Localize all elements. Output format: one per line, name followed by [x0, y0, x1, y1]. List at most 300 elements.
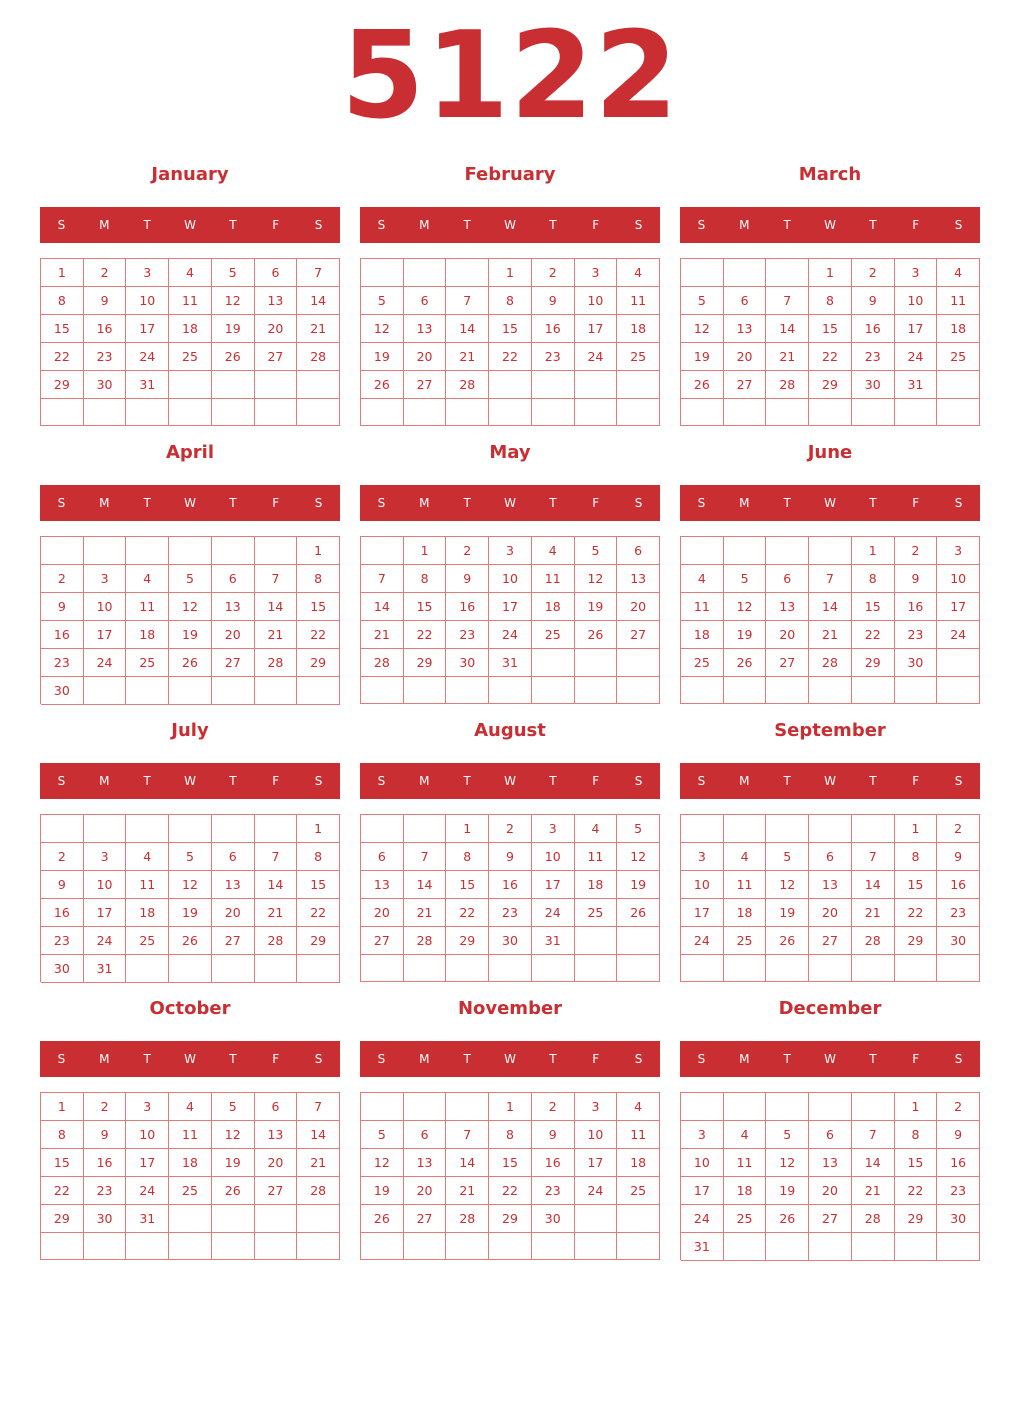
empty-day-cell	[532, 649, 575, 677]
empty-day-cell	[84, 677, 127, 705]
empty-day-cell	[297, 677, 340, 705]
day-cell: 23	[41, 927, 84, 955]
day-cell: 15	[404, 593, 447, 621]
day-cell: 24	[681, 1205, 724, 1233]
day-cell: 18	[532, 593, 575, 621]
day-cell: 6	[404, 287, 447, 315]
day-cell: 21	[852, 1177, 895, 1205]
day-cell: 7	[766, 287, 809, 315]
day-cell: 30	[41, 677, 84, 705]
day-cell: 17	[895, 315, 938, 343]
day-cell: 23	[532, 1177, 575, 1205]
day-cell: 13	[766, 593, 809, 621]
day-cell: 14	[852, 871, 895, 899]
empty-day-cell	[852, 1233, 895, 1261]
day-cell: 21	[297, 315, 340, 343]
empty-day-cell	[212, 371, 255, 399]
weekday-label: T	[143, 774, 151, 788]
day-cell: 28	[297, 1177, 340, 1205]
day-cell: 8	[41, 1121, 84, 1149]
day-cell: 22	[41, 343, 84, 371]
weekday-label: S	[377, 774, 386, 788]
day-cell: 7	[297, 1093, 340, 1121]
day-cell: 15	[809, 315, 852, 343]
weekday-label: F	[592, 774, 600, 788]
weekday-label: S	[314, 218, 323, 232]
day-cell: 28	[766, 371, 809, 399]
empty-day-cell	[681, 1093, 724, 1121]
empty-day-cell	[617, 399, 660, 426]
day-cell: 27	[255, 1177, 298, 1205]
empty-day-cell	[297, 399, 340, 426]
weekday-label: F	[592, 218, 600, 232]
day-cell: 9	[84, 1121, 127, 1149]
empty-day-cell	[255, 399, 298, 426]
day-cell: 9	[84, 287, 127, 315]
weekday-label: M	[739, 496, 750, 510]
day-cell: 13	[255, 1121, 298, 1149]
day-cell: 9	[446, 565, 489, 593]
day-cell: 28	[255, 649, 298, 677]
day-cell: 14	[297, 287, 340, 315]
day-cell: 25	[169, 343, 212, 371]
day-cell: 15	[852, 593, 895, 621]
day-cell: 18	[724, 1177, 767, 1205]
empty-day-cell	[84, 537, 127, 565]
day-cell: 27	[724, 371, 767, 399]
day-cell: 27	[212, 649, 255, 677]
day-cell: 29	[404, 649, 447, 677]
day-cell: 22	[446, 899, 489, 927]
weekday-label: T	[869, 496, 877, 510]
day-cell: 8	[297, 843, 340, 871]
empty-day-cell	[532, 677, 575, 704]
day-cell: 23	[41, 649, 84, 677]
day-cell: 24	[895, 343, 938, 371]
day-cell: 24	[575, 1177, 618, 1205]
day-cell: 27	[766, 649, 809, 677]
day-cell: 27	[404, 1205, 447, 1233]
day-cell: 3	[895, 259, 938, 287]
day-cell: 29	[895, 1205, 938, 1233]
empty-day-cell	[532, 955, 575, 982]
day-cell: 17	[489, 593, 532, 621]
day-cell: 17	[937, 593, 980, 621]
day-cell: 18	[617, 315, 660, 343]
month-name: April	[165, 442, 215, 463]
empty-day-cell	[895, 677, 938, 704]
day-cell: 21	[446, 1177, 489, 1205]
day-cell: 10	[681, 1149, 724, 1177]
day-cell: 13	[212, 871, 255, 899]
day-cell: 23	[84, 343, 127, 371]
empty-day-cell	[404, 677, 447, 704]
day-cell: 8	[809, 287, 852, 315]
day-cell: 31	[895, 371, 938, 399]
day-grid	[360, 1092, 660, 1260]
day-cell: 13	[255, 287, 298, 315]
empty-day-cell	[255, 815, 298, 843]
weekday-header	[680, 207, 980, 243]
day-cell: 20	[617, 593, 660, 621]
day-cell: 9	[532, 287, 575, 315]
empty-day-cell	[852, 955, 895, 982]
day-cell: 3	[84, 565, 127, 593]
day-cell: 22	[489, 343, 532, 371]
day-cell: 1	[41, 1093, 84, 1121]
day-cell: 11	[681, 593, 724, 621]
day-cell: 3	[575, 259, 618, 287]
weekday-header	[360, 1041, 660, 1077]
empty-day-cell	[404, 1093, 447, 1121]
day-cell: 5	[766, 843, 809, 871]
empty-day-cell	[766, 1233, 809, 1261]
day-cell: 8	[489, 287, 532, 315]
weekday-label: M	[419, 496, 430, 510]
day-cell: 7	[255, 565, 298, 593]
day-grid	[40, 1092, 340, 1260]
weekday-header	[40, 1041, 340, 1077]
day-cell: 22	[41, 1177, 84, 1205]
weekday-header	[360, 485, 660, 521]
day-cell: 25	[724, 1205, 767, 1233]
day-cell: 2	[84, 259, 127, 287]
day-cell: 22	[852, 621, 895, 649]
weekday-label: T	[463, 218, 471, 232]
empty-day-cell	[575, 649, 618, 677]
month-name: August	[474, 720, 546, 741]
empty-day-cell	[809, 1093, 852, 1121]
day-cell: 18	[617, 1149, 660, 1177]
day-cell: 8	[895, 1121, 938, 1149]
day-cell: 20	[809, 1177, 852, 1205]
day-cell: 22	[404, 621, 447, 649]
weekday-label: T	[229, 1052, 237, 1066]
empty-day-cell	[937, 649, 980, 677]
day-cell: 10	[126, 1121, 169, 1149]
empty-day-cell	[809, 815, 852, 843]
day-cell: 5	[212, 259, 255, 287]
weekday-label: W	[824, 496, 836, 510]
day-cell: 12	[169, 593, 212, 621]
day-cell: 30	[937, 927, 980, 955]
day-cell: 7	[297, 259, 340, 287]
empty-day-cell	[489, 371, 532, 399]
day-cell: 16	[852, 315, 895, 343]
weekday-label: T	[869, 774, 877, 788]
day-cell: 15	[446, 871, 489, 899]
weekday-label: S	[634, 774, 643, 788]
day-cell: 14	[446, 1149, 489, 1177]
day-cell: 26	[724, 649, 767, 677]
day-cell: 30	[41, 955, 84, 983]
day-cell: 21	[852, 899, 895, 927]
day-cell: 16	[937, 1149, 980, 1177]
day-cell: 19	[169, 899, 212, 927]
weekday-label: T	[463, 496, 471, 510]
weekday-label: M	[99, 218, 110, 232]
day-cell: 31	[532, 927, 575, 955]
day-cell: 12	[361, 1149, 404, 1177]
empty-day-cell	[126, 955, 169, 983]
empty-day-cell	[41, 815, 84, 843]
day-cell: 6	[212, 565, 255, 593]
weekday-label: S	[314, 774, 323, 788]
empty-day-cell	[169, 399, 212, 426]
empty-day-cell	[937, 677, 980, 704]
weekday-label: T	[783, 774, 791, 788]
day-cell: 11	[169, 287, 212, 315]
day-cell: 28	[404, 927, 447, 955]
empty-day-cell	[297, 955, 340, 983]
empty-day-cell	[724, 1233, 767, 1261]
empty-day-cell	[575, 677, 618, 704]
day-cell: 15	[489, 1149, 532, 1177]
day-cell: 1	[41, 259, 84, 287]
day-cell: 13	[724, 315, 767, 343]
empty-day-cell	[297, 1233, 340, 1260]
empty-day-cell	[895, 1233, 938, 1261]
weekday-label: S	[634, 1052, 643, 1066]
empty-day-cell	[809, 537, 852, 565]
day-cell: 17	[575, 315, 618, 343]
weekday-header	[40, 485, 340, 521]
day-cell: 14	[255, 593, 298, 621]
day-cell: 20	[212, 899, 255, 927]
day-cell: 2	[41, 843, 84, 871]
day-cell: 1	[446, 815, 489, 843]
day-cell: 19	[361, 1177, 404, 1205]
day-cell: 15	[895, 871, 938, 899]
day-cell: 17	[532, 871, 575, 899]
empty-day-cell	[895, 955, 938, 982]
weekday-label: S	[954, 1052, 963, 1066]
day-cell: 2	[852, 259, 895, 287]
day-cell: 19	[361, 343, 404, 371]
day-cell: 13	[809, 1149, 852, 1177]
day-cell: 1	[297, 815, 340, 843]
day-cell: 2	[532, 259, 575, 287]
day-cell: 24	[126, 343, 169, 371]
day-cell: 24	[937, 621, 980, 649]
day-cell: 9	[532, 1121, 575, 1149]
day-cell: 30	[532, 1205, 575, 1233]
day-cell: 28	[809, 649, 852, 677]
weekday-label: S	[377, 1052, 386, 1066]
empty-day-cell	[766, 259, 809, 287]
day-cell: 9	[852, 287, 895, 315]
day-cell: 27	[212, 927, 255, 955]
weekday-label: W	[824, 774, 836, 788]
empty-day-cell	[84, 815, 127, 843]
day-cell: 22	[489, 1177, 532, 1205]
day-cell: 21	[809, 621, 852, 649]
empty-day-cell	[681, 815, 724, 843]
day-cell: 11	[617, 1121, 660, 1149]
day-cell: 8	[41, 287, 84, 315]
weekday-label: M	[419, 1052, 430, 1066]
weekday-label: T	[463, 774, 471, 788]
weekday-label: F	[592, 496, 600, 510]
weekday-label: S	[57, 218, 66, 232]
day-cell: 10	[84, 593, 127, 621]
day-cell: 23	[446, 621, 489, 649]
weekday-label: W	[824, 1052, 836, 1066]
day-cell: 19	[766, 899, 809, 927]
day-cell: 24	[126, 1177, 169, 1205]
day-cell: 30	[852, 371, 895, 399]
day-cell: 11	[169, 1121, 212, 1149]
day-cell: 9	[937, 843, 980, 871]
day-cell: 29	[895, 927, 938, 955]
day-cell: 1	[895, 1093, 938, 1121]
day-cell: 6	[361, 843, 404, 871]
weekday-label: T	[143, 218, 151, 232]
day-cell: 13	[617, 565, 660, 593]
empty-day-cell	[255, 371, 298, 399]
day-cell: 16	[895, 593, 938, 621]
day-cell: 13	[404, 315, 447, 343]
empty-day-cell	[41, 1233, 84, 1260]
empty-day-cell	[446, 1233, 489, 1260]
day-cell: 15	[489, 315, 532, 343]
day-cell: 2	[937, 815, 980, 843]
day-cell: 11	[575, 843, 618, 871]
weekday-label: M	[739, 774, 750, 788]
day-cell: 3	[126, 1093, 169, 1121]
day-cell: 16	[532, 1149, 575, 1177]
weekday-label: S	[634, 496, 643, 510]
weekday-label: W	[824, 218, 836, 232]
empty-day-cell	[724, 815, 767, 843]
day-cell: 3	[937, 537, 980, 565]
day-cell: 24	[575, 343, 618, 371]
weekday-label: S	[697, 496, 706, 510]
day-cell: 17	[681, 899, 724, 927]
empty-day-cell	[446, 955, 489, 982]
day-cell: 18	[937, 315, 980, 343]
empty-day-cell	[617, 371, 660, 399]
day-cell: 12	[575, 565, 618, 593]
day-cell: 5	[766, 1121, 809, 1149]
day-cell: 31	[681, 1233, 724, 1261]
weekday-header	[680, 485, 980, 521]
day-cell: 4	[617, 259, 660, 287]
day-cell: 7	[446, 287, 489, 315]
day-cell: 3	[575, 1093, 618, 1121]
day-cell: 24	[84, 649, 127, 677]
weekday-label: S	[697, 218, 706, 232]
day-cell: 20	[212, 621, 255, 649]
day-cell: 19	[575, 593, 618, 621]
day-cell: 6	[212, 843, 255, 871]
month-name: September	[774, 720, 886, 741]
day-cell: 23	[84, 1177, 127, 1205]
day-cell: 29	[809, 371, 852, 399]
empty-day-cell	[126, 815, 169, 843]
empty-day-cell	[126, 537, 169, 565]
day-cell: 26	[361, 371, 404, 399]
day-cell: 26	[212, 343, 255, 371]
day-cell: 11	[724, 1149, 767, 1177]
empty-day-cell	[255, 1205, 298, 1233]
day-cell: 8	[404, 565, 447, 593]
day-cell: 4	[126, 565, 169, 593]
day-cell: 5	[169, 843, 212, 871]
empty-day-cell	[361, 259, 404, 287]
day-cell: 20	[255, 1149, 298, 1177]
day-cell: 21	[255, 621, 298, 649]
weekday-label: T	[869, 218, 877, 232]
day-cell: 7	[852, 1121, 895, 1149]
empty-day-cell	[404, 259, 447, 287]
day-cell: 19	[617, 871, 660, 899]
weekday-label: T	[549, 774, 557, 788]
day-cell: 11	[724, 871, 767, 899]
day-cell: 16	[937, 871, 980, 899]
weekday-header	[680, 1041, 980, 1077]
day-cell: 25	[575, 899, 618, 927]
day-cell: 22	[297, 621, 340, 649]
weekday-label: T	[549, 1052, 557, 1066]
day-cell: 14	[852, 1149, 895, 1177]
empty-day-cell	[212, 955, 255, 983]
weekday-label: S	[377, 496, 386, 510]
day-cell: 27	[361, 927, 404, 955]
empty-day-cell	[41, 537, 84, 565]
weekday-label: S	[954, 218, 963, 232]
day-grid	[40, 814, 340, 982]
day-cell: 3	[126, 259, 169, 287]
empty-day-cell	[255, 955, 298, 983]
day-grid	[360, 258, 660, 426]
weekday-label: S	[697, 774, 706, 788]
day-cell: 25	[617, 1177, 660, 1205]
month-name: July	[171, 720, 209, 741]
weekday-label: W	[504, 496, 516, 510]
empty-day-cell	[809, 677, 852, 704]
day-cell: 2	[532, 1093, 575, 1121]
day-grid	[40, 536, 340, 704]
day-cell: 29	[297, 927, 340, 955]
day-cell: 7	[809, 565, 852, 593]
empty-day-cell	[681, 259, 724, 287]
day-cell: 10	[489, 565, 532, 593]
day-cell: 4	[169, 259, 212, 287]
day-cell: 2	[489, 815, 532, 843]
day-cell: 1	[852, 537, 895, 565]
day-cell: 6	[809, 843, 852, 871]
day-grid	[360, 536, 660, 704]
day-cell: 8	[852, 565, 895, 593]
day-cell: 29	[446, 927, 489, 955]
day-cell: 8	[297, 565, 340, 593]
empty-day-cell	[84, 399, 127, 426]
day-cell: 12	[361, 315, 404, 343]
day-cell: 4	[937, 259, 980, 287]
day-cell: 13	[404, 1149, 447, 1177]
day-cell: 14	[809, 593, 852, 621]
day-cell: 22	[809, 343, 852, 371]
weekday-label: F	[912, 774, 920, 788]
day-cell: 6	[766, 565, 809, 593]
day-cell: 25	[126, 927, 169, 955]
empty-day-cell	[937, 399, 980, 426]
empty-day-cell	[361, 1233, 404, 1260]
day-cell: 23	[852, 343, 895, 371]
weekday-label: F	[272, 774, 280, 788]
day-cell: 13	[809, 871, 852, 899]
